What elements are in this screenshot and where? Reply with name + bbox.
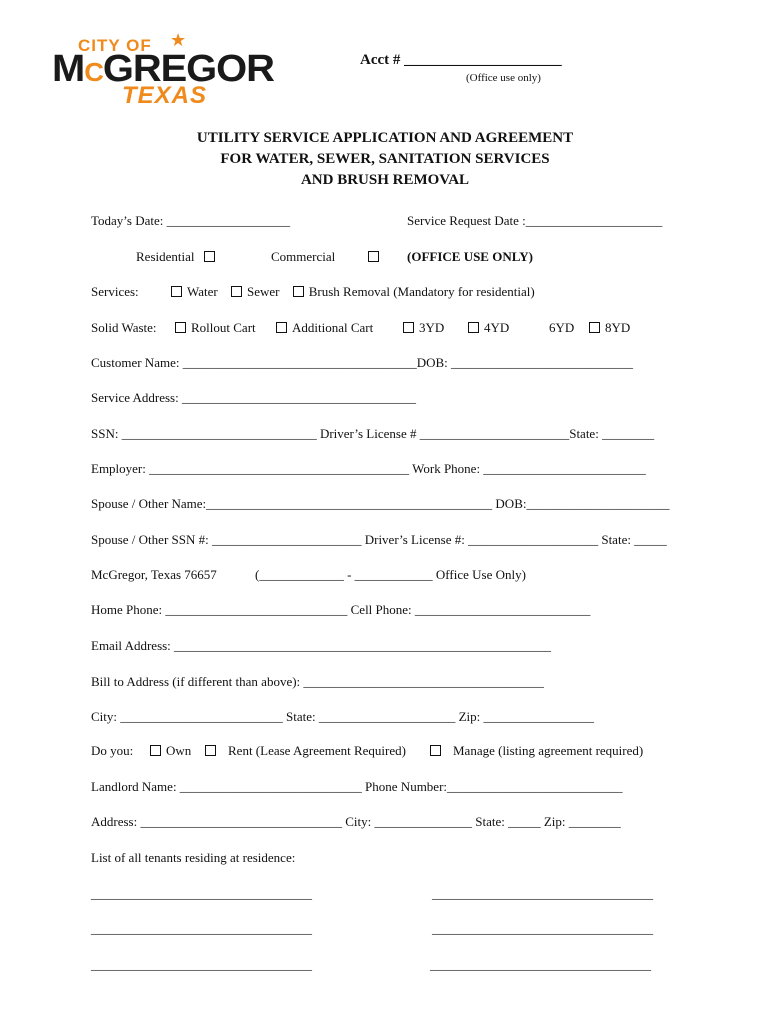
residential-option xyxy=(136,249,220,265)
landlord-field[interactable]: Landlord Name: ____________________________ Phone Number:___________________________ xyxy=(91,779,623,794)
yd8-checkbox[interactable] xyxy=(589,322,600,333)
service-address-field[interactable]: Service Address: ____________________________________ xyxy=(91,390,416,405)
logo-name-gregor: GREGOR xyxy=(102,48,274,90)
acct-note: (Office use only) xyxy=(466,72,541,84)
services-options xyxy=(171,284,535,300)
tenant-line-1[interactable]: __________________________________ xyxy=(91,886,312,901)
commercial-label: Commercial xyxy=(271,249,336,264)
sewer-checkbox[interactable] xyxy=(231,286,242,297)
rent-label: Rent (Lease Agreement Required) xyxy=(228,743,406,758)
yd3-option xyxy=(403,320,444,336)
yd3-label: 3YD xyxy=(419,320,445,335)
tenant-line-5[interactable]: __________________________________ xyxy=(91,957,312,972)
yd3-checkbox[interactable] xyxy=(403,322,414,333)
acct-number: Acct # _____________________ xyxy=(360,52,562,68)
tenant-line-4[interactable]: __________________________________ xyxy=(432,921,653,936)
tenant-line-3[interactable]: __________________________________ xyxy=(91,921,312,936)
additional-cart-label: Additional Cart xyxy=(292,320,374,335)
brush-removal-label: Brush Removal (Mandatory for residential) xyxy=(308,284,535,299)
water-checkbox[interactable] xyxy=(171,286,182,297)
email-field[interactable]: Email Address: __________________________________________________________ xyxy=(91,638,552,653)
rollout-cart-checkbox[interactable] xyxy=(175,322,186,333)
star-icon: ★ xyxy=(170,30,187,50)
tenant-line-6[interactable]: __________________________________ xyxy=(430,957,651,972)
additional-option xyxy=(276,320,373,336)
do-you-label: Do you: xyxy=(91,743,134,758)
form-title-line3: AND BRUSH REMOVAL xyxy=(300,172,470,188)
ssn-field[interactable]: SSN: ______________________________ Driver’s License # _______________________State: ________ xyxy=(91,426,655,441)
service-request-date-field[interactable]: Service Request Date :_____________________ xyxy=(407,213,663,228)
rollout-cart-label: Rollout Cart xyxy=(191,320,256,335)
manage-option xyxy=(430,743,643,759)
rent-checkbox[interactable] xyxy=(205,745,216,756)
brush-removal-checkbox[interactable] xyxy=(293,286,304,297)
logo-name-c: C xyxy=(84,57,103,87)
rent-option xyxy=(205,743,406,759)
city-state-zip-field[interactable]: City: _________________________ State: _____________________ Zip: _________________ xyxy=(91,709,595,724)
home-phone-field[interactable]: Home Phone: ____________________________ Cell Phone: ___________________________ xyxy=(91,602,591,617)
spouse-ssn-field[interactable]: Spouse / Other SSN #: _______________________ Driver’s License #: ____________________ State: _____ xyxy=(91,532,667,547)
sewer-label: Sewer xyxy=(246,284,280,299)
office-use-range-field[interactable]: (_____________ - ____________ Office Use Only) xyxy=(255,567,526,582)
services-label: Services: xyxy=(91,284,139,299)
manage-checkbox[interactable] xyxy=(430,745,441,756)
mcgregor-address: McGregor, Texas 76657 xyxy=(91,567,217,582)
logo-name-m: M xyxy=(52,48,85,90)
logo-texas: TEXAS xyxy=(122,82,208,109)
rollout-option xyxy=(175,320,256,336)
yd8-option xyxy=(589,320,630,336)
manage-label: Manage (listing agreement required) xyxy=(453,743,644,758)
form-title-line1: UTILITY SERVICE APPLICATION AND AGREEMENT xyxy=(196,130,574,146)
water-label: Water xyxy=(187,284,218,299)
own-checkbox[interactable] xyxy=(150,745,161,756)
residential-label: Residential xyxy=(136,249,195,264)
residential-checkbox[interactable] xyxy=(204,251,215,262)
yd4-label: 4YD xyxy=(484,320,510,335)
additional-cart-checkbox[interactable] xyxy=(276,322,287,333)
spouse-name-field[interactable]: Spouse / Other Name:____________________________________________ DOB:______________________ xyxy=(91,496,670,511)
bill-to-field[interactable]: Bill to Address (if different than above): _____________________________________ xyxy=(91,674,544,689)
own-label: Own xyxy=(166,743,192,758)
commercial-option xyxy=(271,249,335,265)
form-title-line2: FOR WATER, SEWER, SANITATION SERVICES xyxy=(220,151,550,167)
yd6-label: 6YD xyxy=(549,320,575,335)
commercial-checkbox[interactable] xyxy=(368,251,379,262)
office-use-only-label: (OFFICE USE ONLY) xyxy=(407,249,533,264)
yd8-label: 8YD xyxy=(605,320,631,335)
logo-city-of: CITY OF xyxy=(78,36,152,55)
employer-field[interactable]: Employer: ________________________________________ Work Phone: _________________________ xyxy=(91,461,646,476)
customer-name-field[interactable]: Customer Name: ____________________________________DOB: ____________________________ xyxy=(91,355,634,370)
city-logo xyxy=(52,30,322,110)
tenants-label: List of all tenants residing at residence: xyxy=(91,850,296,865)
todays-date-field[interactable]: Today’s Date: ___________________ xyxy=(91,213,291,228)
own-option xyxy=(150,743,191,759)
tenant-line-2[interactable]: __________________________________ xyxy=(432,886,653,901)
solid-waste-label: Solid Waste: xyxy=(91,320,157,335)
yd4-option xyxy=(468,320,509,336)
yd4-checkbox[interactable] xyxy=(468,322,479,333)
landlord-address-field[interactable]: Address: _______________________________ City: _______________ State: _____ Zip: ________ xyxy=(91,814,621,829)
